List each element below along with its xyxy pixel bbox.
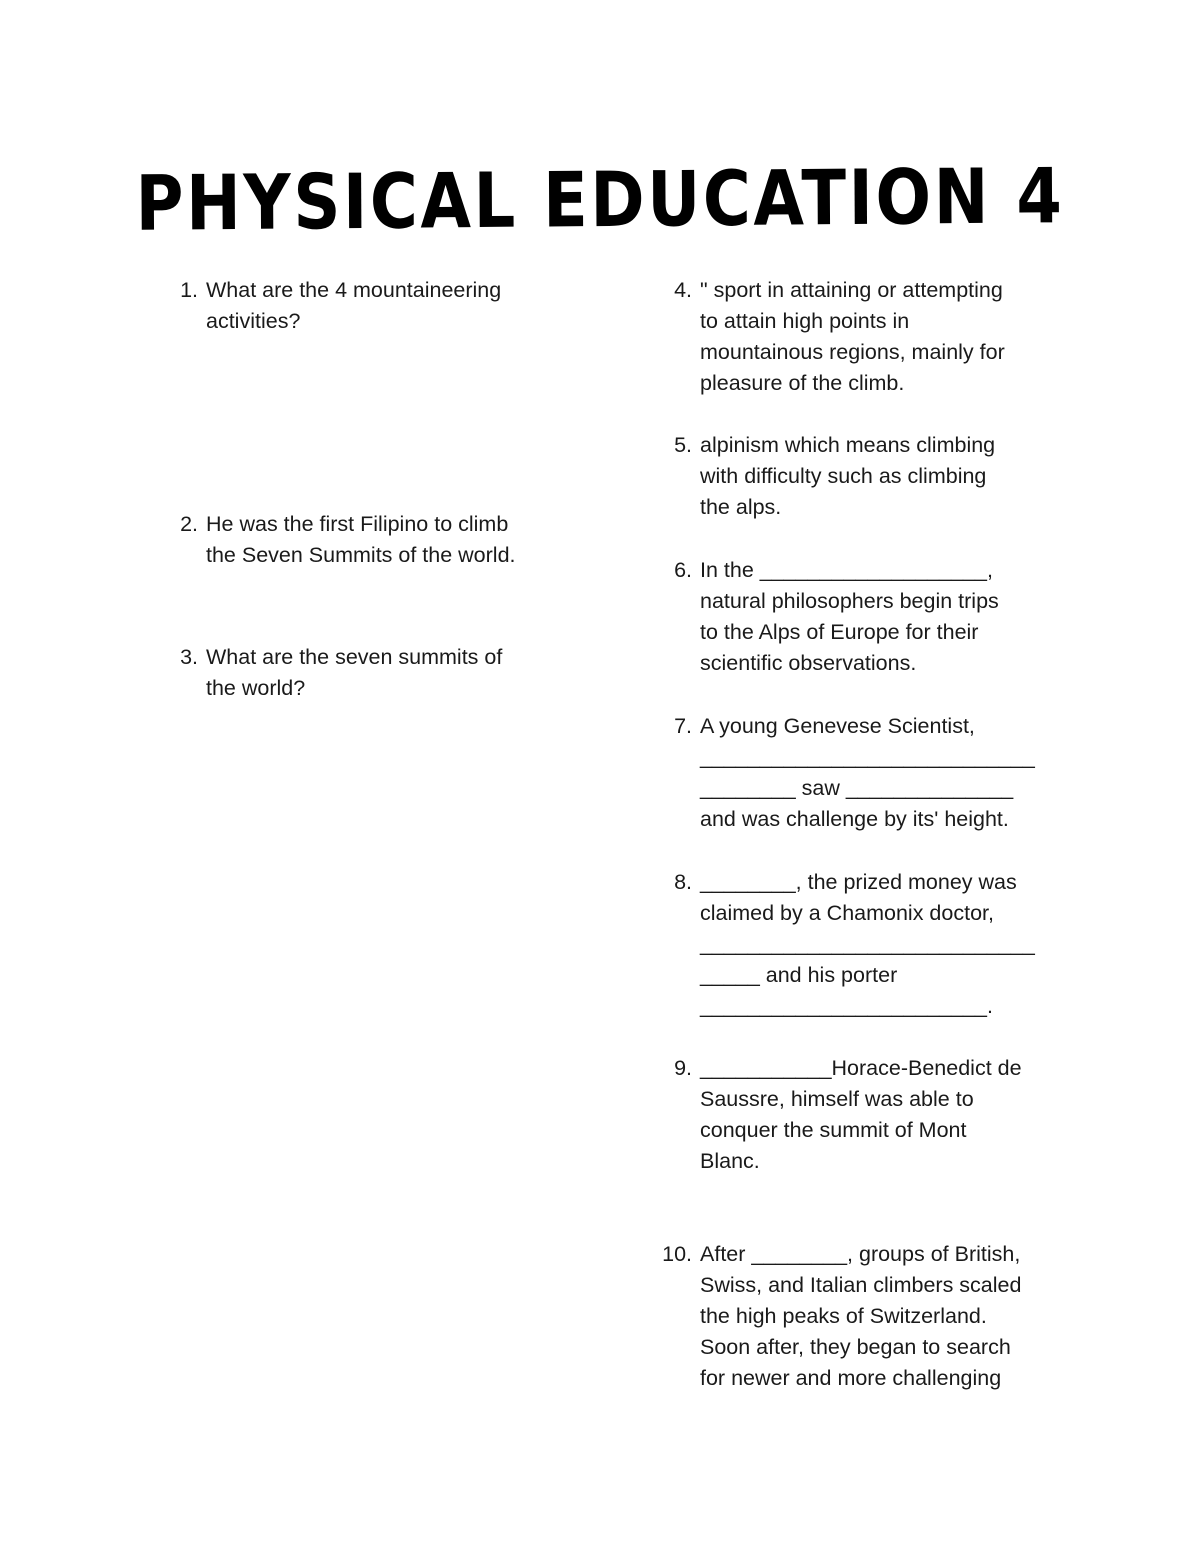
question-text-line: Blanc. bbox=[700, 1149, 760, 1173]
question-text-line: ________ saw ______________ bbox=[700, 776, 1014, 800]
question-text-line: the high peaks of Switzerland. bbox=[700, 1304, 987, 1328]
question-text-line: " sport in attaining or attempting bbox=[700, 278, 1003, 302]
question-text-line: In the ___________________, bbox=[700, 558, 993, 582]
question-number: 2. bbox=[180, 512, 198, 536]
question-number: 8. bbox=[674, 870, 692, 894]
question-text-line: pleasure of the climb. bbox=[700, 371, 905, 395]
question-10 bbox=[662, 1239, 1021, 1394]
question-3 bbox=[168, 642, 502, 704]
question-text-line: and was challenge by its' height. bbox=[700, 807, 1009, 831]
question-text-line: conquer the summit of Mont bbox=[700, 1118, 967, 1142]
question-text-line: ________________________. bbox=[700, 994, 993, 1018]
question-text-line: the alps. bbox=[700, 495, 782, 519]
question-number: 1. bbox=[180, 278, 198, 302]
question-text-line: He was the first Filipino to climb bbox=[206, 512, 509, 536]
question-text-line: What are the seven summits of bbox=[206, 645, 503, 669]
question-1 bbox=[168, 275, 501, 337]
question-text-line: the Seven Summits of the world. bbox=[206, 543, 516, 567]
question-text-line: scientific observations. bbox=[700, 651, 917, 675]
question-text-line: to the Alps of Europe for their bbox=[700, 620, 979, 644]
question-number: 5. bbox=[674, 433, 692, 457]
question-text-line: with difficulty such as climbing bbox=[700, 464, 987, 488]
question-text-line: Swiss, and Italian climbers scaled bbox=[700, 1273, 1022, 1297]
question-number: 10. bbox=[662, 1242, 692, 1266]
question-text-line: What are the 4 mountaineering bbox=[206, 278, 502, 302]
question-4 bbox=[662, 275, 1005, 399]
question-text-line: the world? bbox=[206, 676, 306, 700]
question-text-line: ____________________________ bbox=[700, 745, 1035, 769]
question-text-line: natural philosophers begin trips bbox=[700, 589, 999, 613]
question-2 bbox=[168, 509, 516, 571]
question-text-line: Saussre, himself was able to bbox=[700, 1087, 974, 1111]
question-text-line: claimed by a Chamonix doctor, bbox=[700, 901, 994, 925]
question-6 bbox=[662, 555, 999, 679]
question-text-line: ___________Horace-Benedict de bbox=[700, 1056, 1022, 1080]
question-7 bbox=[662, 711, 1035, 835]
question-text-line: A young Genevese Scientist, bbox=[700, 714, 975, 738]
question-text-line: to attain high points in bbox=[700, 309, 910, 333]
page-title: PHYSICAL EDUCATION 4 bbox=[135, 151, 1065, 248]
question-number: 3. bbox=[180, 645, 198, 669]
question-5 bbox=[662, 430, 995, 523]
question-text-line: ____________________________ bbox=[700, 932, 1035, 956]
question-text-line: _____ and his porter bbox=[700, 963, 898, 987]
question-text-line: Soon after, they began to search bbox=[700, 1335, 1011, 1359]
question-8 bbox=[662, 867, 1035, 1022]
question-number: 6. bbox=[674, 558, 692, 582]
question-number: 4. bbox=[674, 278, 692, 302]
question-text-line: After ________, groups of British, bbox=[700, 1242, 1021, 1266]
question-text-line: alpinism which means climbing bbox=[700, 433, 996, 457]
question-text-line: mountainous regions, mainly for bbox=[700, 340, 1005, 364]
question-text-line: for newer and more challenging bbox=[700, 1366, 1002, 1390]
question-9 bbox=[662, 1053, 1022, 1177]
question-text-line: ________, the prized money was bbox=[700, 870, 1017, 894]
question-number: 7. bbox=[674, 714, 692, 738]
question-number: 9. bbox=[674, 1056, 692, 1080]
question-text-line: activities? bbox=[206, 309, 301, 333]
